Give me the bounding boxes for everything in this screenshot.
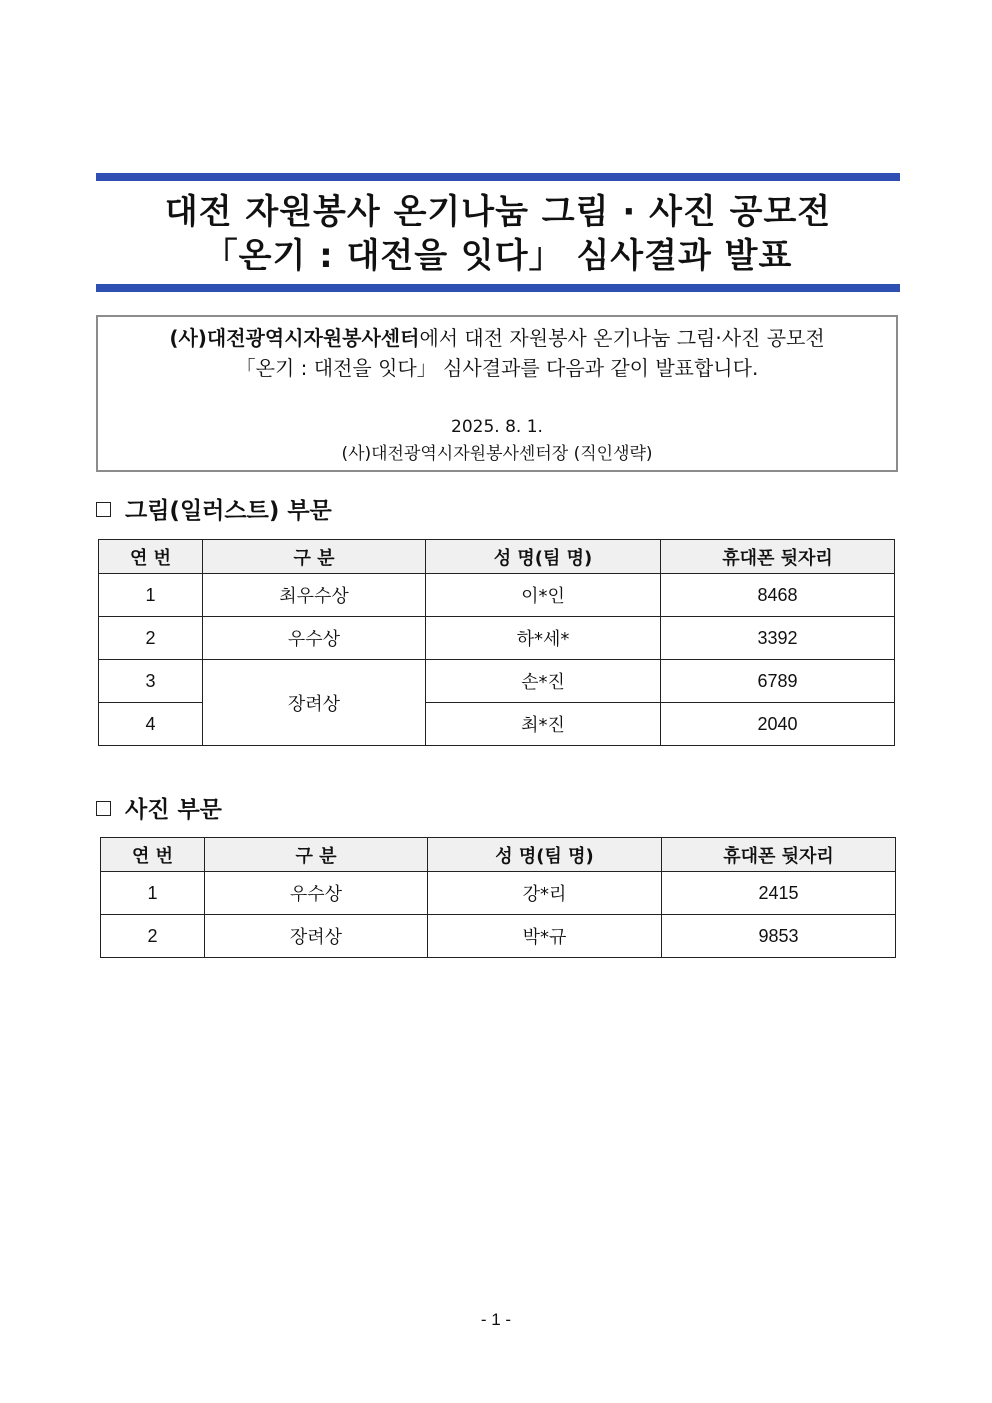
- column-header-number: 연 번: [101, 838, 205, 872]
- column-header-name: 성 명(팀 명): [426, 540, 661, 574]
- column-header-category: 구 분: [205, 838, 428, 872]
- row-name: 손*진: [426, 660, 661, 703]
- photo-results-table: [100, 837, 896, 958]
- column-header-number: 연 번: [99, 540, 203, 574]
- table-header-row: [101, 838, 896, 872]
- table-row: [101, 872, 896, 915]
- row-name: 최*진: [426, 703, 661, 746]
- row-number: 2: [99, 617, 203, 660]
- page-title-line-2: 「온기 : 대전을 잇다」 심사결과 발표: [203, 236, 793, 276]
- row-phone: 9853: [662, 915, 896, 958]
- row-category: 최우수상: [203, 574, 426, 617]
- row-number: 2: [101, 915, 205, 958]
- column-header-category: 구 분: [203, 540, 426, 574]
- column-header-name: 성 명(팀 명): [428, 838, 662, 872]
- table-header-row: [99, 540, 895, 574]
- row-name: 하*세*: [426, 617, 661, 660]
- section-heading-illustration: [96, 496, 332, 526]
- row-phone: 6789: [661, 660, 895, 703]
- title-bottom-rule: [96, 284, 900, 292]
- page-title-line-1: 대전 자원봉사 온기나눔 그림 · 사진 공모전: [164, 192, 832, 232]
- row-category-merged: 장려상: [203, 660, 426, 746]
- row-number: 1: [99, 574, 203, 617]
- row-phone: 3392: [661, 617, 895, 660]
- row-phone: 2040: [661, 703, 895, 746]
- section-heading-photo: [96, 795, 222, 825]
- row-number: 4: [99, 703, 203, 746]
- table-row: [99, 574, 895, 617]
- table-row: [101, 915, 896, 958]
- announcement-line-1: [98, 324, 896, 352]
- organization-name: (사)대전광역시자원봉사센터: [169, 326, 420, 350]
- illustration-results-table: [98, 539, 895, 746]
- section-heading-illustration-label: 그림(일러스트) 부문: [125, 498, 332, 524]
- table-row: [99, 617, 895, 660]
- row-name: 박*규: [428, 915, 662, 958]
- row-name: 강*리: [428, 872, 662, 915]
- row-phone: 2415: [662, 872, 896, 915]
- row-name: 이*인: [426, 574, 661, 617]
- section-heading-photo-label: 사진 부문: [125, 797, 222, 823]
- announcement-signature: (사)대전광역시자원봉사센터장 (직인생략): [341, 444, 653, 464]
- page-number: - 1 -: [480, 1310, 512, 1329]
- announcement-line-1-text: 에서 대전 자원봉사 온기나눔 그림·사진 공모전: [419, 326, 825, 350]
- announcement-date: 2025. 8. 1.: [451, 417, 543, 437]
- title-top-rule: [96, 173, 900, 181]
- row-category: 우수상: [203, 617, 426, 660]
- checkbox-square-icon: [96, 502, 111, 517]
- row-category: 장려상: [205, 915, 428, 958]
- column-header-phone: 휴대폰 뒷자리: [661, 540, 895, 574]
- column-header-phone: 휴대폰 뒷자리: [662, 838, 896, 872]
- row-phone: 8468: [661, 574, 895, 617]
- table-row: [99, 660, 895, 703]
- announcement-box: [96, 315, 898, 472]
- checkbox-square-icon: [96, 801, 111, 816]
- row-number: 3: [99, 660, 203, 703]
- row-number: 1: [101, 872, 205, 915]
- row-category: 우수상: [205, 872, 428, 915]
- announcement-line-2: 「온기 : 대전을 잇다」 심사결과를 다음과 같이 발표합니다.: [235, 356, 759, 380]
